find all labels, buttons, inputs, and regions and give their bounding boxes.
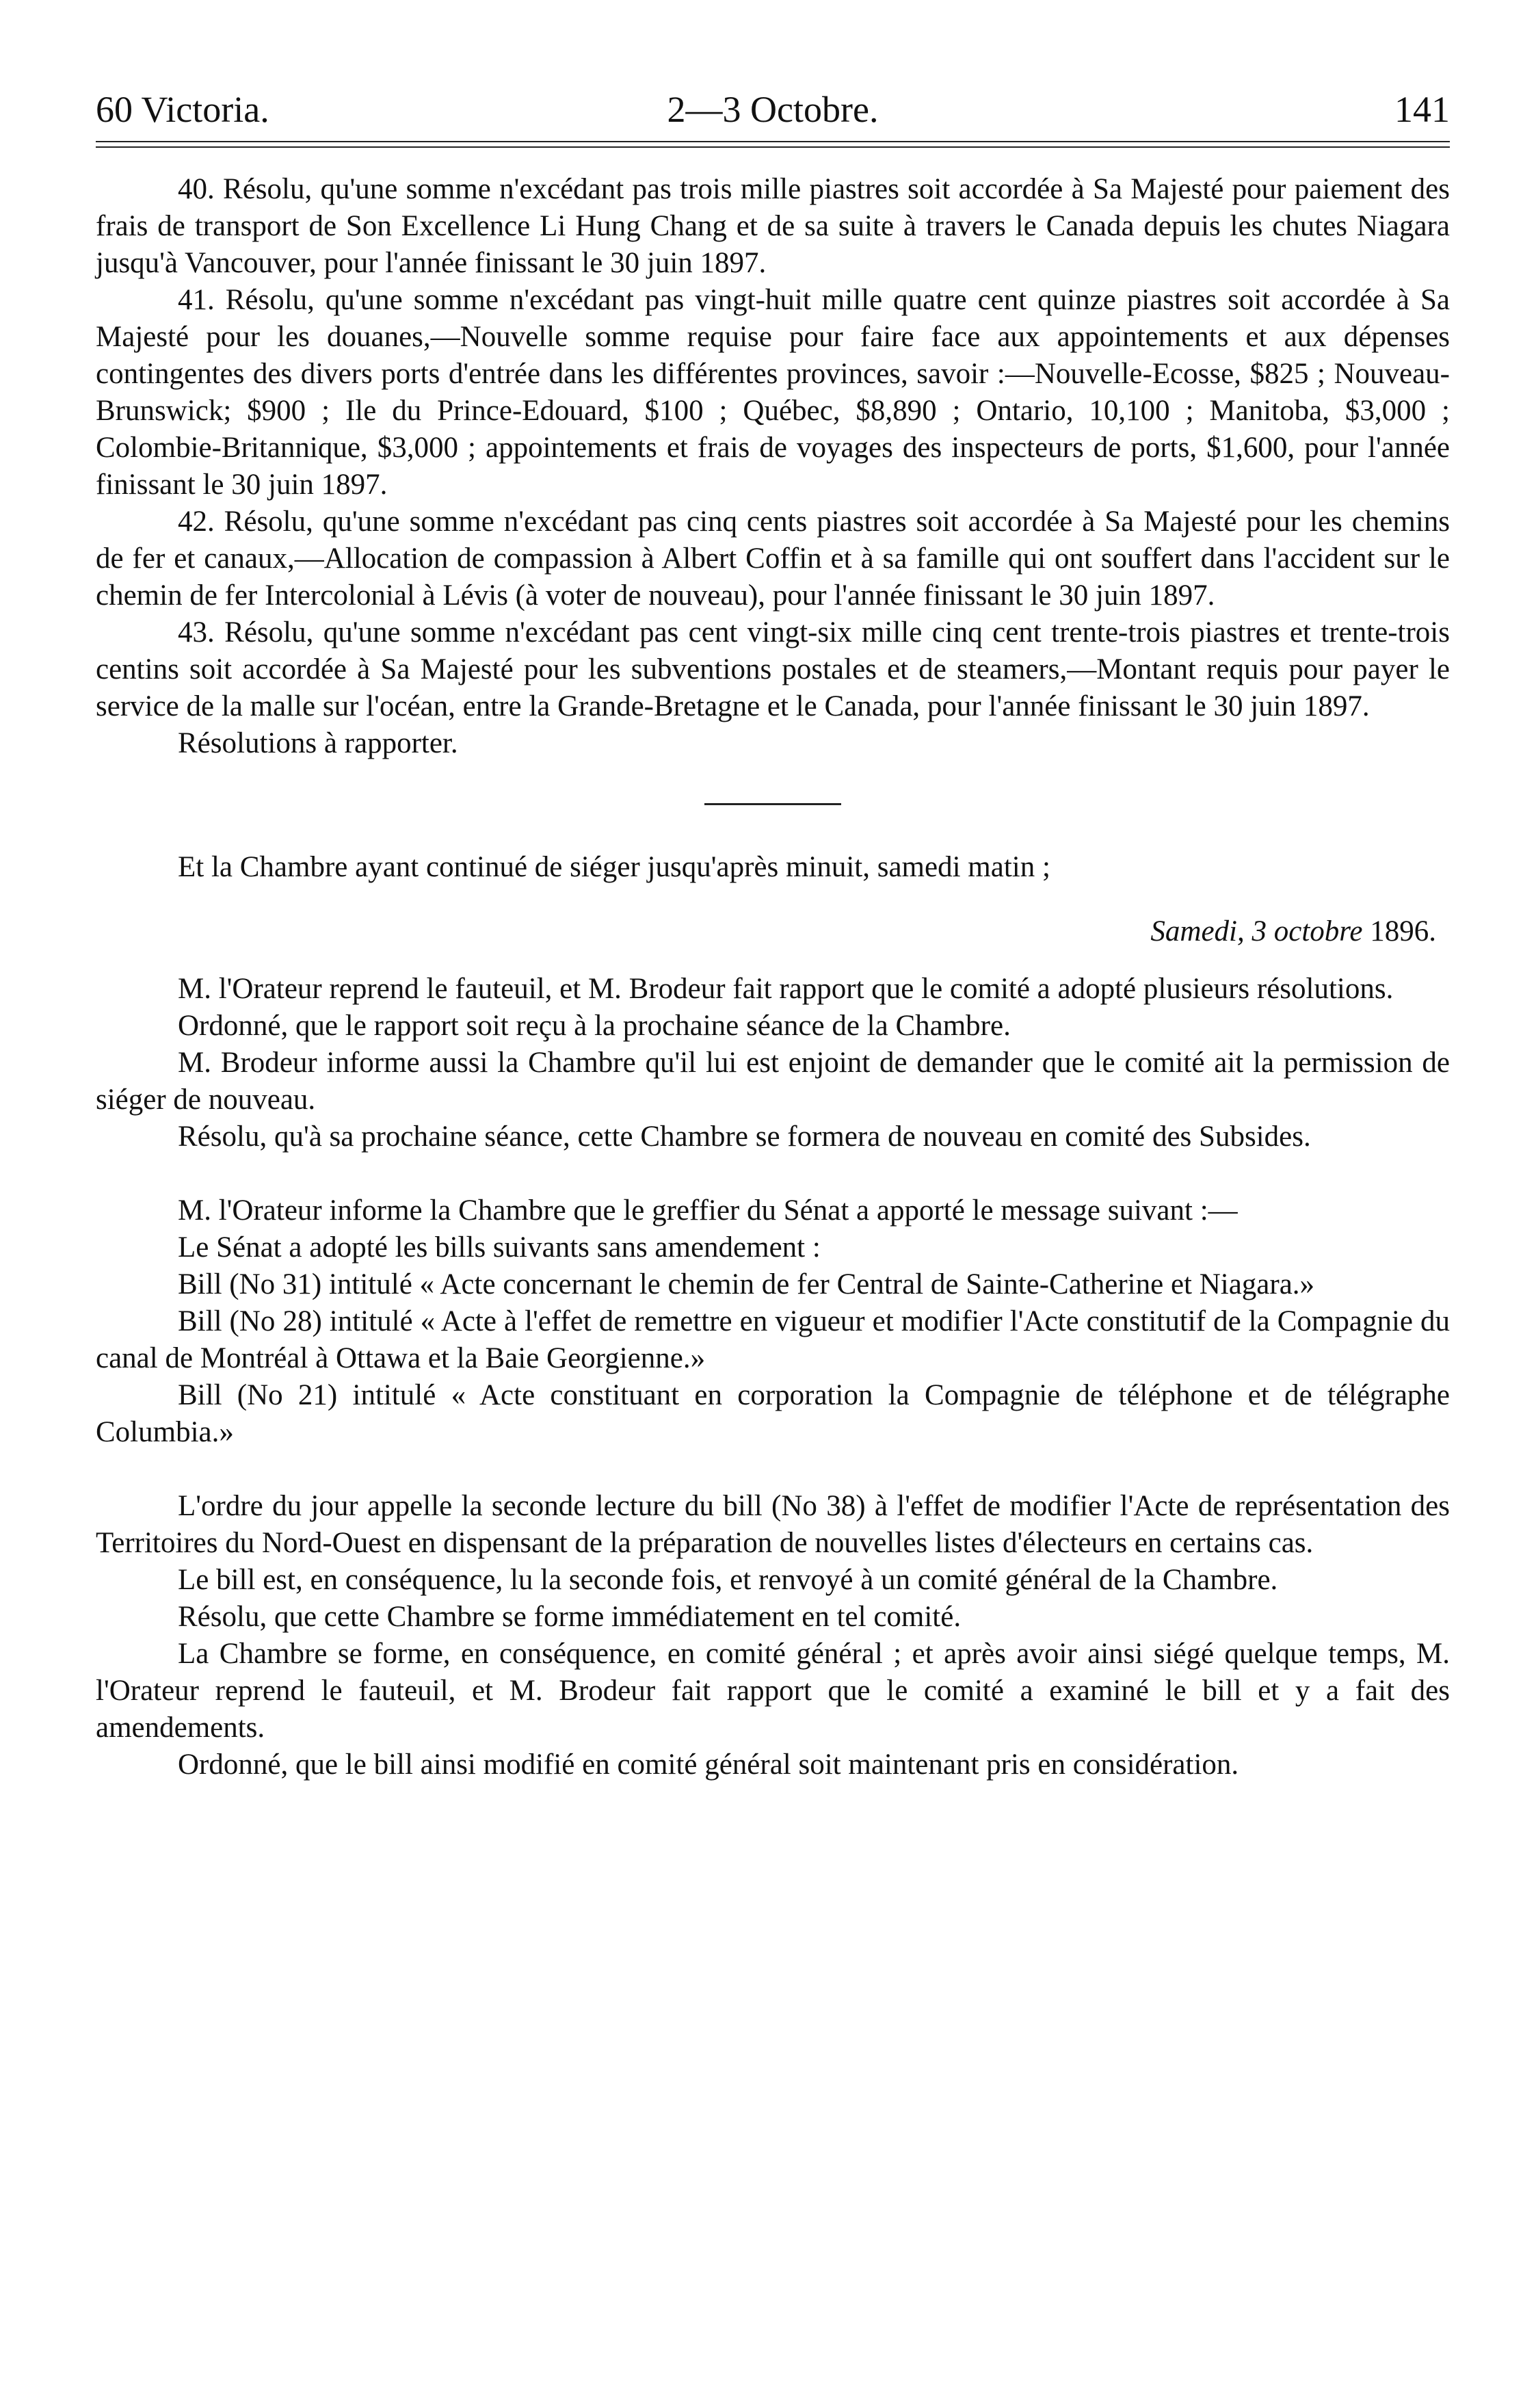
proceeding-paragraph: Ordonné, que le rapport soit reçu à la prochaine séance de la Chambre. xyxy=(178,1010,1011,1042)
resolutions-closing: Résolutions à rapporter. xyxy=(178,727,458,759)
senate-bill-28: Bill (No 28) intitulé « Acte à l'effet de remettre en vigueur et modifier l'Acte constitutif de la Compagnie du canal de Montréal à Ottawa et la Baie Georgienne.» xyxy=(96,1305,1450,1374)
journal-body xyxy=(96,171,1450,1783)
senate-bill-21: Bill (No 21) intitulé « Acte constituant en corporation la Compagnie de téléphone et de télégraphe Columbia.» xyxy=(96,1379,1450,1448)
page-number: 141 xyxy=(1394,89,1450,130)
senate-message-line: Le Sénat a adopté les bills suivants sans amendement : xyxy=(178,1231,821,1264)
senate-message-intro: M. l'Orateur informe la Chambre que le greffier du Sénat a apporté le message suivant :— xyxy=(178,1194,1238,1227)
sitting-date-year: 1896. xyxy=(1370,915,1436,947)
spacer xyxy=(96,1155,1450,1192)
sitting-date xyxy=(96,913,1436,950)
bill-38-paragraph: La Chambre se forme, en conséquence, en comité général ; et après avoir ainsi siégé quelque temps, M. l'Orateur reprend le fauteuil, et M. Brodeur fait rapport que le comité a examiné le bill et y a fait des amendements. xyxy=(96,1638,1450,1744)
header-session: 60 Victoria. xyxy=(96,89,269,130)
document-page xyxy=(96,82,1450,1783)
bill-38-paragraph: L'ordre du jour appelle la seconde lecture du bill (No 38) à l'effet de modifier l'Acte de représentation des Territoires du Nord-Ouest en dispensant de la préparation de nouvelles listes d'électeurs en certains cas. xyxy=(96,1490,1450,1559)
proceeding-paragraph: Résolu, qu'à sa prochaine séance, cette Chambre se formera de nouveau en comité des Subsides. xyxy=(178,1121,1311,1153)
spacer xyxy=(96,1451,1450,1488)
bill-38-paragraph: Le bill est, en conséquence, lu la seconde fois, et renvoyé à un comité général de la Chambre. xyxy=(178,1564,1278,1596)
header-date: 2—3 Octobre. xyxy=(667,89,879,130)
resolution-41: 41. Résolu, qu'une somme n'excédant pas vingt-huit mille quatre cent quinze piastres soit accordée à Sa Majesté pour les douanes,—Nouvelle somme requise pour faire face aux appointements et aux dépenses contingentes des divers ports d'entrée dans les différentes provinces, savoir :—Nouvelle-Ecosse, $825 ; Nouveau-Brunswick; $900 ; Ile du Prince-Edouard, $100 ; Québec, $8,890 ; Ontario, 10,100 ; Manitoba, $3,000 ; Colombie-Britannique, $3,000 ; appointements et frais de voyages des inspecteurs de ports, $1,600, pour l'année finissant le 30 juin 1897. xyxy=(96,284,1450,501)
resolution-42: 42. Résolu, qu'une somme n'excédant pas cinq cents piastres soit accordée à Sa Majesté pour les chemins de fer et canaux,—Allocation de compassion à Albert Coffin et à sa famille qui ont souffert dans l'accident sur le chemin de fer Intercolonial à Lévis (à voter de nouveau), pour l'année finissant le 30 juin 1897. xyxy=(96,506,1450,612)
sitting-date-day: Samedi, 3 octobre xyxy=(1150,915,1363,947)
header-rule-double xyxy=(96,146,1450,148)
header-rule xyxy=(96,141,1450,142)
bill-38-paragraph: Ordonné, que le bill ainsi modifié en comité général soit maintenant pris en considération. xyxy=(178,1749,1239,1781)
sitting-note: Et la Chambre ayant continué de siéger jusqu'après minuit, samedi matin ; xyxy=(178,851,1050,883)
senate-bill-31: Bill (No 31) intitulé « Acte concernant le chemin de fer Central de Sainte-Catherine et Niagara.» xyxy=(178,1268,1315,1300)
running-header xyxy=(96,82,1450,137)
resolution-40: 40. Résolu, qu'une somme n'excédant pas trois mille piastres soit accordée à Sa Majesté pour paiement des frais de transport de Son Excellence Li Hung Chang et de sa suite à travers le Canada depuis les chutes Niagara jusqu'à Vancouver, pour l'année finissant le 30 juin 1897. xyxy=(96,173,1450,279)
proceeding-paragraph: M. l'Orateur reprend le fauteuil, et M. Brodeur fait rapport que le comité a adopté plusieurs résolutions. xyxy=(178,973,1394,1005)
bill-38-paragraph: Résolu, que cette Chambre se forme immédiatement en tel comité. xyxy=(178,1601,962,1633)
section-divider xyxy=(704,803,841,805)
resolution-43: 43. Résolu, qu'une somme n'excédant pas cent vingt-six mille cinq cent trente-trois piastres et trente-trois centins soit accordée à Sa Majesté pour les subventions postales et de steamers,—Montant requis pour payer le service de la malle sur l'océan, entre la Grande-Bretagne et le Canada, pour l'année finissant le 30 juin 1897. xyxy=(96,616,1450,722)
proceeding-paragraph: M. Brodeur informe aussi la Chambre qu'il lui est enjoint de demander que le comité ait la permission de siéger de nouveau. xyxy=(96,1047,1450,1116)
